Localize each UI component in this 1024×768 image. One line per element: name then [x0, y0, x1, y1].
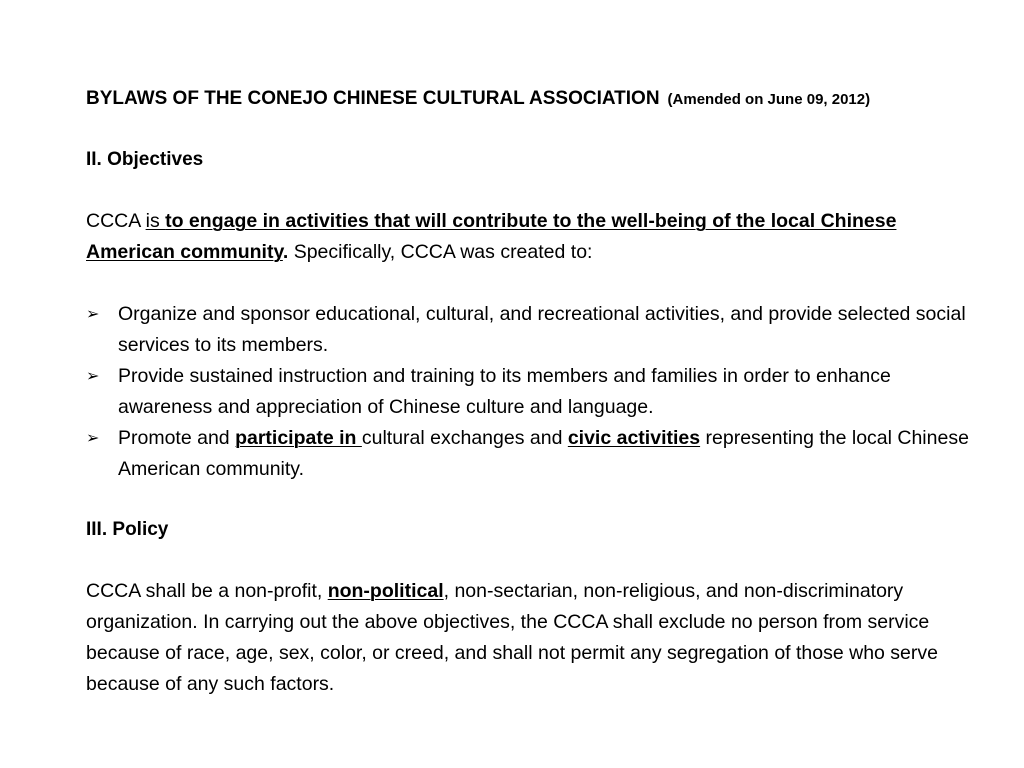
document-title-line	[86, 84, 976, 115]
underlined-term-civic: civic activities	[567, 427, 701, 449]
policy-heading: III. Policy	[86, 519, 169, 540]
list-item	[86, 299, 976, 361]
objectives-heading: II. Objectives	[86, 149, 204, 170]
objectives-list	[86, 299, 976, 485]
document-title: BYLAWS OF THE CONEJO CHINESE CULTURAL ASSOCIATION	[86, 88, 660, 109]
arrow-bullet-icon: ➢	[86, 368, 100, 385]
list-item-text-part: Promote and	[118, 427, 236, 449]
policy-paragraph	[86, 576, 976, 700]
intro-period: .	[282, 241, 289, 263]
objectives-intro	[86, 206, 976, 268]
arrow-bullet-icon: ➢	[86, 306, 100, 323]
list-item-text-part: cultural exchanges and	[361, 427, 568, 449]
policy-text-part: CCCA shall be a non-profit,	[86, 580, 328, 602]
intro-emphasis: to engage in activities that will contribute to the well-being of the local Chinese American community	[86, 210, 897, 263]
list-item-text: Provide sustained instruction and training to its members and families in order to enhance awareness and appreciation of Chinese culture and language.	[118, 365, 891, 418]
intro-suffix: Specifically, CCCA was created to:	[288, 241, 593, 263]
underlined-term-non-political: non-political	[327, 580, 444, 602]
document-body	[86, 84, 976, 700]
policy-text-part: , non-sectarian, non-religious, and non-discriminatory organization. In carrying out the above objectives, the CCCA shall exclude no person from service because of race, age, sex, color, or creed, and shall not permit any segregation of those who serve because of any such factors.	[86, 580, 938, 695]
intro-is: is	[145, 210, 166, 232]
list-item-text-part: representing the local Chinese American community.	[118, 427, 969, 480]
list-item	[86, 423, 976, 485]
amended-date: (Amended on June 09, 2012)	[667, 91, 871, 108]
list-item-text: Organize and sponsor educational, cultural, and recreational activities, and provide selected social services to its members.	[118, 303, 966, 356]
arrow-bullet-icon: ➢	[86, 430, 100, 447]
intro-prefix: CCCA	[86, 210, 146, 232]
underlined-term-participate: participate in	[235, 427, 362, 449]
list-item	[86, 361, 976, 423]
